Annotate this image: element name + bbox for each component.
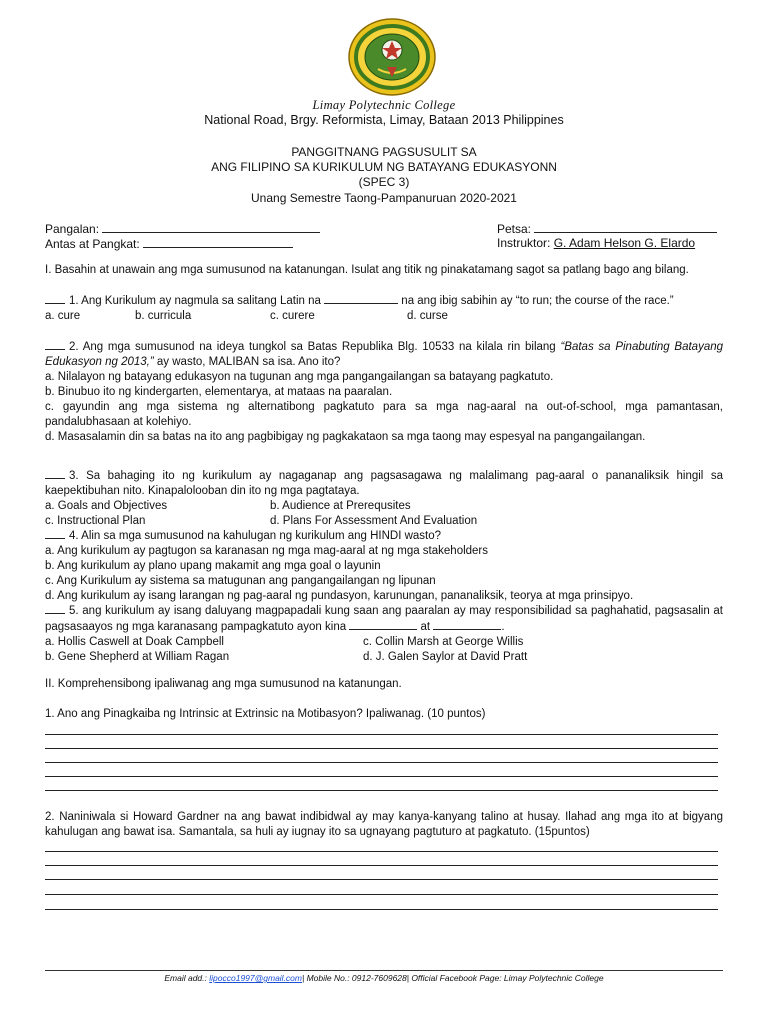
essay-question-1: 1. Ano ang Pinagkaiba ng Intrinsic at Extrinsic na Motibasyon? Ipaliwanag. (10 puntos) <box>45 708 486 720</box>
rank-field[interactable] <box>45 236 293 251</box>
option: a. Goals and Objectives <box>45 500 168 512</box>
option: a. Nilalayon ng batayang edukasyon na tugunan ang mga pangangailangan sa batayang pagkatuto. <box>45 371 554 383</box>
option: d. Masasalamin din sa batas na ito ang pagbibigay ng pagkakataon sa mga taong may espesyal na pangangailangan. <box>45 431 646 443</box>
option: b. Ang kurikulum ay plano upang makamit ang mga goal o layunin <box>45 560 381 572</box>
option: c. Instructional Plan <box>45 515 146 527</box>
option: b. Gene Shepherd at William Ragan <box>45 651 230 663</box>
option: b. Audience at Prerequsites <box>270 500 411 512</box>
question-1-fill-blank[interactable] <box>324 293 398 304</box>
answer-line[interactable] <box>45 734 718 735</box>
date-label: Petsa: <box>497 222 532 236</box>
question-2-text-b: ay wasto, MALIBAN sa isa. Ano ito? <box>156 356 341 368</box>
essay-question-2: 2. Naniniwala si Howard Gardner na ang bawat indibidwal ay may kanya-kanyang talino at husay. Ilahad ang mga ito at bigyang kahulugan ang bawat isa. Samantala, sa huli ay iugnay ito sa ugnayang pagtuturo at pagkatuto. (15puntos) <box>45 811 723 838</box>
date-field[interactable] <box>497 221 717 236</box>
answer-line[interactable] <box>45 748 718 749</box>
answer-line[interactable] <box>45 851 718 852</box>
college-seal-icon <box>347 17 437 97</box>
part1-instruction: I. Basahin at unawain ang mga sumusunod na katanungan. Isulat ang titik ng pinakatamang sagot sa patlang bago ang bilang. <box>45 264 689 276</box>
exam-title-line2: ANG FILIPINO SA KURIKULUM NG BATAYANG EDUKASYONN <box>211 160 557 174</box>
footer-email-label: Email add.: <box>164 973 207 983</box>
question-1-text-a: 1. Ang Kurikulum ay nagmula sa salitang Latin na <box>69 295 321 307</box>
answer-blank-3[interactable] <box>45 468 65 479</box>
question-5 <box>45 603 723 665</box>
answer-line[interactable] <box>45 776 718 777</box>
footer-divider <box>45 970 723 971</box>
option: c. Ang Kurikulum ay sistema sa matugunan ang pangangailangan ng lipunan <box>45 575 436 587</box>
question-5-at: at <box>420 621 431 633</box>
question-1 <box>45 293 723 324</box>
name-field[interactable] <box>45 221 320 236</box>
rank-blank[interactable] <box>143 236 293 248</box>
option: a. Hollis Caswell at Doak Campbell <box>45 636 224 648</box>
question-5-end: . <box>501 621 505 633</box>
question-3-options <box>45 499 723 514</box>
option: d. Ang kurikulum ay isang larangan ng pag-aaral ng pundasyon, karunungan, pananaliksik, teorya at mga prinsipyo. <box>45 590 634 602</box>
name-label: Pangalan: <box>45 222 100 236</box>
question-2-law-name: “Batas sa Pinabuting Batayang Edukasyon ng 2013,” <box>45 341 724 368</box>
question-5-fill-blank-1[interactable] <box>349 619 417 630</box>
question-5-options-row2 <box>45 650 723 665</box>
question-4-text: 4. Alin sa mga sumusunod na kahulugan ng kurikulum ang HINDI wasto? <box>69 530 442 542</box>
answer-line[interactable] <box>45 762 718 763</box>
answer-blank-5[interactable] <box>45 603 65 614</box>
answer-line[interactable] <box>45 879 718 880</box>
part2-instruction: II. Komprehensibong ipaliwanag ang mga sumusunod na katanungan. <box>45 678 402 690</box>
question-3-text: 3. Sa bahaging ito ng kurikulum ay nagaganap ang pagsasagawa ng malalimang pag-aaral o pananaliksik hingil sa kaepektibuhan nito. Kinapalolooban din ito ng mga pagtataya. <box>45 470 723 497</box>
option: c. gayundin ang mga sistema ng alternatibong pagkatuto para sa mga nag-aaral na out-of-school, mga pamantasan, pandalubhasaan at kolehiyo. <box>45 401 723 428</box>
option: a. cure <box>45 310 81 322</box>
question-3 <box>45 468 723 529</box>
exam-title-line1: PANGGITNANG PAGSUSULIT SA <box>291 145 477 159</box>
answer-line[interactable] <box>45 865 718 866</box>
option: d. curse <box>407 310 448 322</box>
answer-blank-2[interactable] <box>45 339 65 350</box>
semester-line: Unang Semestre Taong-Pampanuruan 2020-2021 <box>251 191 517 205</box>
option: a. Ang kurikulum ay pagtugon sa karanasan ng mga mag-aaral at ng mga stakeholders <box>45 545 489 557</box>
instructor-label: Instruktor: <box>497 236 551 250</box>
option: c. Collin Marsh at George Willis <box>363 636 524 648</box>
exam-title-line3: (SPEC 3) <box>358 175 410 189</box>
question-2 <box>45 339 723 445</box>
question-3-options-row2 <box>45 514 723 529</box>
question-1-text-b: na ang ibig sabihin ay “to run; the course of the race.” <box>401 295 674 307</box>
footer-contact-info: | Mobile No.: 0912-7609628| Official Facebook Page: Limay Polytechnic College <box>302 973 604 983</box>
question-2-text-a: 2. Ang mga sumusunod na ideya tungkol sa Batas Republika Blg. 10533 na kilala rin bilang <box>69 341 556 353</box>
option: d. Plans For Assessment And Evaluation <box>270 515 478 527</box>
date-blank[interactable] <box>534 221 717 233</box>
footer <box>0 973 768 983</box>
name-blank[interactable] <box>102 221 320 233</box>
footer-email-link[interactable]: lipocco1997@gmail.com <box>209 973 302 983</box>
question-5-fill-blank-2[interactable] <box>433 619 501 630</box>
question-4 <box>45 528 723 604</box>
answer-blank-4[interactable] <box>45 528 65 539</box>
rank-label: Antas at Pangkat: <box>45 237 140 251</box>
question-1-options <box>45 309 723 324</box>
instructor-field <box>497 236 695 250</box>
answer-line[interactable] <box>45 894 718 895</box>
option: b. curricula <box>135 310 192 322</box>
option: b. Binubuo ito ng kindergarten, elementarya, at mataas na paaralan. <box>45 386 393 398</box>
instructor-value: G. Adam Helson G. Elardo <box>553 236 696 250</box>
question-5-text: 5. ang kurikulum ay isang daluyang magpapadali kung saan ang paaralan ay may responsibilidad sa paghahatid, pagsasalin at pagsasaayos ng mga karanasang pampagkatuto ayon kina <box>45 605 723 633</box>
option: c. curere <box>270 310 315 322</box>
college-address: National Road, Brgy. Reformista, Limay, Bataan 2013 Philippines <box>204 113 564 127</box>
answer-line[interactable] <box>45 909 718 910</box>
answer-blank-1[interactable] <box>45 293 65 304</box>
question-5-options <box>45 635 723 650</box>
option: d. J. Galen Saylor at David Pratt <box>363 651 528 663</box>
answer-line[interactable] <box>45 790 718 791</box>
college-name: Limay Polytechnic College <box>312 98 456 112</box>
